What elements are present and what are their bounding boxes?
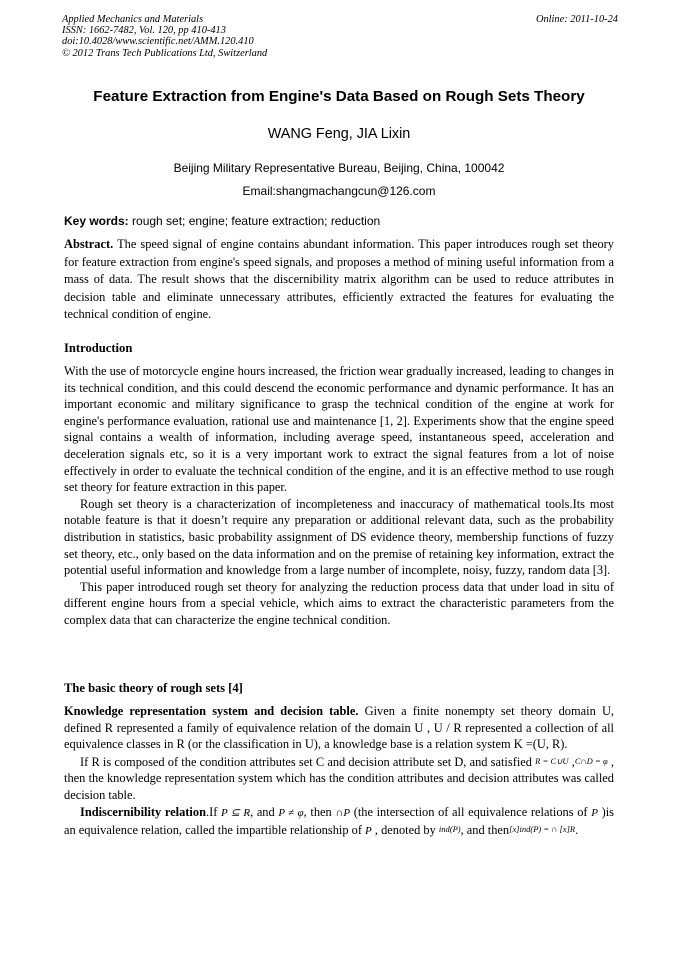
online-date: Online: 2011-10-24 <box>535 14 618 25</box>
indiscernibility-paragraph <box>64 804 614 840</box>
abstract <box>64 236 614 324</box>
keywords-label: Key words: <box>64 214 129 228</box>
dt-text-a: If R is composed of the condition attributes set C and decision attribute set D, and satisfied <box>80 754 536 769</box>
formula-p: P <box>591 806 598 819</box>
ind-text-f: , denoted by <box>371 823 439 838</box>
journal-name: Applied Mechanics and Materials <box>62 14 204 25</box>
ind-text-d: (the intersection of all equivalence relations of <box>350 804 592 819</box>
knowledge-representation-paragraph <box>64 703 614 753</box>
ind-text-b: , and <box>250 804 279 819</box>
ind-text-g: , and then <box>460 823 510 838</box>
authors: WANG Feng, JIA Lixin <box>267 126 411 142</box>
ind-text-h: . <box>575 823 579 838</box>
theory-body <box>64 703 614 840</box>
doi-line: doi:10.4028/www.scientific.net/AMM.120.410 <box>62 36 254 48</box>
formula-cap-p: ∩P <box>335 806 351 819</box>
journal-header <box>62 14 618 59</box>
ind-label: Indiscernibility relation <box>80 804 206 819</box>
copyright-line: © 2012 Trans Tech Publications Ltd, Switzerland <box>62 47 268 59</box>
intro-paragraph-2: Rough set theory is a characterization of incompleteness and inaccuracy of mathematical tools.Its most notable feature is that it doesn’t require any preparation or additional relevant data, such as the probability distribution in statistics, basic probability assignment of DS evidence theory, membership functions of fuzzy set theory, etc., only based on the data information and on the premise of retaining key information, extract the potential useful information and knowledge from a large number of incomplete, noisy, fuzzy, random data [3]. <box>64 496 614 578</box>
ind-text-a: .If <box>205 804 221 819</box>
keywords <box>64 214 616 228</box>
formula-ind-p: ind(P) <box>438 824 461 835</box>
formula-p-not-empty: P ≠ φ <box>278 806 304 819</box>
email: Email:shangmachangcun@126.com <box>242 184 436 198</box>
introduction-heading: Introduction <box>64 341 133 355</box>
affiliation: Beijing Military Representative Bureau, Beijing, China, 100042 <box>173 161 505 175</box>
formula-equivalence-class: [x]ind(P) = ∩ [x]R <box>509 824 576 835</box>
theory-heading: The basic theory of rough sets [4] <box>64 681 243 695</box>
ind-text-c: , then <box>303 804 336 819</box>
decision-table-paragraph <box>64 753 614 804</box>
formula-p-2: P <box>365 825 372 838</box>
issn-line: ISSN: 1662-7482, Vol. 120, pp 410-413 <box>62 25 226 37</box>
paper-title: Feature Extraction from Engine's Data Based on Rough Sets Theory <box>93 88 585 105</box>
dt-comma: , <box>568 754 575 769</box>
intro-paragraph-1: With the use of motorcycle engine hours increased, the friction wear gradually increased, leading to changes in its technical condition, and this could descend the economic performance and dynamic performance. It has an important economic and military significance to grasp the technical condition of the engine at work for engine's performance evaluation, rational use and maintenance [1, 2]. Experiments show that the engine speed signal contains a wealth of information, including average speed, instantaneous speed, acceleration and deceleration signals etc, so it is a very important work to extract the signal features from a lot of noise effectively in order to evaluate the technical condition of the engine, and it is an effective method to use rough set theory for feature extraction in this paper. <box>64 364 614 495</box>
kr-text: Given a finite nonempty set theory domain U, defined R represented a family of equivalence relation of the domain U , U / R represented a collection of all equivalence classes in R (or the classification in U), a knowledge base is a relation system K =(U, R). <box>64 704 614 752</box>
introduction-body <box>64 363 614 629</box>
intro-paragraph-3: This paper introduced rough set theory for analyzing the reduction process data that under load in situ of different engine hours from a special vehicle, which aims to extract the characteristic parameters from the complex data that can characterize the engine technical condition. <box>64 579 614 627</box>
formula-p-subset-r: P ⊆ R <box>220 806 251 819</box>
formula-c-cap-d: C∩D = φ <box>574 755 608 766</box>
dt-text-b: , then the knowledge representation system which has the condition attributes and decision attributes was called decision table. <box>64 754 614 802</box>
formula-r-equals: R = C∪U <box>535 755 569 766</box>
keywords-text: rough set; engine; feature extraction; reduction <box>128 214 381 228</box>
ind-text-e: )is an equivalence relation, called the impartible relationship of <box>64 804 614 838</box>
abstract-label: Abstract. <box>64 237 114 251</box>
abstract-text: The speed signal of engine contains abundant information. This paper introduces rough set theory for feature extraction from engine's speed signals, and proposes a method of mining useful information from a mass of data. The result shows that the discernibility matrix algorithm can be used to reduce attributes in decision table and eliminate unnecessary attributes, efficiently extracted the features for evaluating the technical condition of engine. <box>64 237 614 322</box>
kr-label: Knowledge representation system and decision table. <box>64 704 359 718</box>
